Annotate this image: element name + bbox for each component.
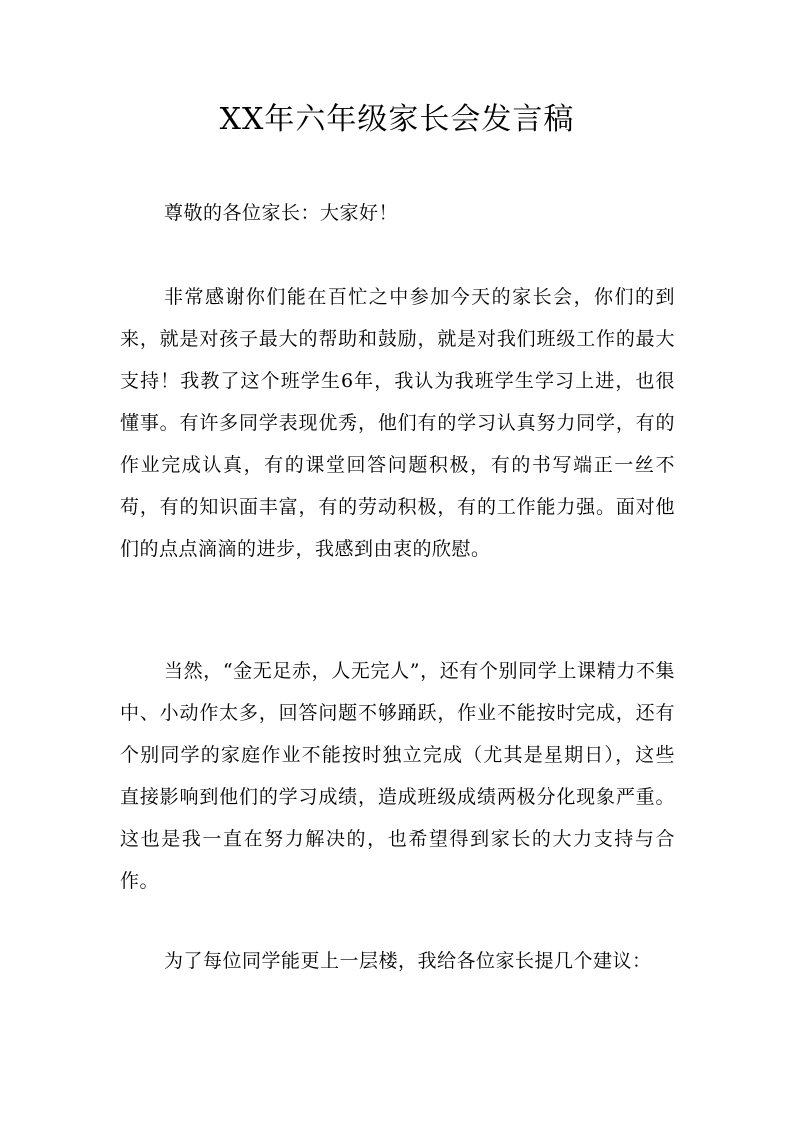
page-title: XX年六年级家长会发言稿 <box>219 102 575 137</box>
greeting-paragraph: 尊敬的各位家长：大家好！ <box>164 202 399 224</box>
body-paragraph-2: 当然，“金无足赤，人无完人”，还有个别同学上课精力不集中、小动作太多，回答问题不够踊跃，作业不能按时完成，还有个别同学的家庭作业不能按时独立完成（尤其是星期日），这些直接影响到他们的学习成绩，造成班级成绩两极分化现象严重。这也是我一直在努力解决的，也希望得到家长的大力支持与合作。 <box>120 660 675 892</box>
body-paragraph-3: 为了每位同学能更上一层楼，我给各位家长提几个建议： <box>164 950 652 972</box>
body-paragraph-1: 非常感谢你们能在百忙之中参加今天的家长会，你们的到来，就是对孩子最大的帮助和鼓励，就是对我们班级工作的最大支持！我教了这个班学生6年，我认为我班学生学习上进，也很懂事。有许多同学表现优秀，他们有的学习认真努力同学，有的作业完成认真，有的课堂回答问题积极，有的书写端正一丝不苟，有的知识面丰富，有的劳动积极，有的工作能力强。面对他们的点点滴滴的进步，我感到由衷的欣慰。 <box>120 286 675 560</box>
